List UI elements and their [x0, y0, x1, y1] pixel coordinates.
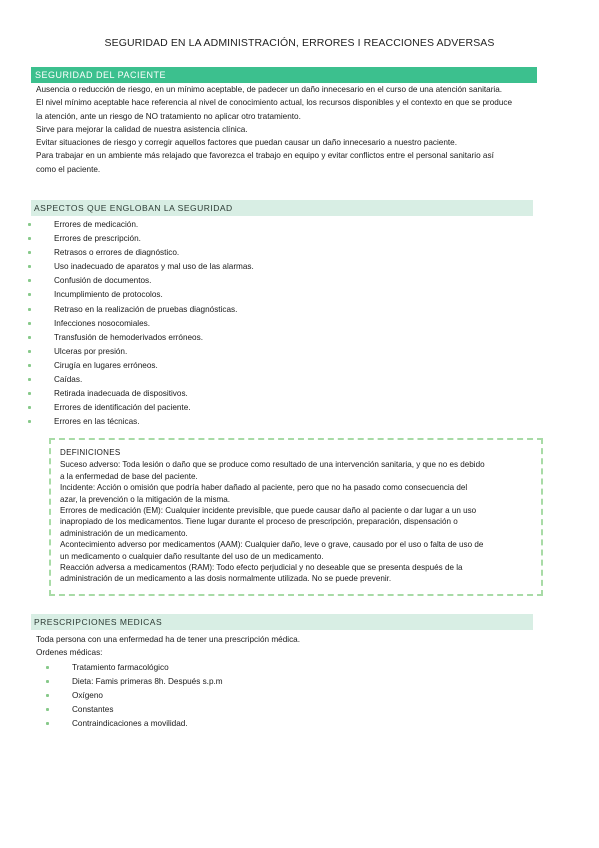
ordenes-list — [72, 661, 223, 731]
list-item-label: Uso inadecuado de aparatos y mal uso de las alarmas. — [54, 262, 254, 272]
ordenes-label: Ordenes médicas: — [36, 648, 103, 658]
list-item-label: Cirugía en lugares erróneos. — [54, 360, 158, 370]
list-item — [54, 387, 254, 401]
list-item — [54, 303, 254, 317]
list-item-label: Contraindicaciones a movilidad. — [72, 719, 188, 729]
bullet-icon — [28, 420, 31, 423]
bullet-icon — [28, 378, 31, 381]
definicion-line: un medicamento o cualquier daño resultante del uso de un medicamento. — [60, 551, 324, 561]
prescripciones-text — [36, 633, 564, 660]
list-item-label: Retirada inadecuada de dispositivos. — [54, 389, 188, 399]
bullet-icon — [28, 237, 31, 240]
list-item — [54, 373, 254, 387]
definicion-line: Suceso adverso: Toda lesión o daño que se produce como resultado de una intervención sanitaria, y que no es debido — [60, 460, 485, 470]
bullet-icon — [46, 666, 49, 669]
list-item-label: Retraso en la realización de pruebas diagnósticas. — [54, 304, 238, 314]
list-item — [54, 260, 254, 274]
list-item — [54, 232, 254, 246]
definicion-line: inapropiado de los medicamentos. Tiene lugar durante el proceso de prescripción, preparación, dispensación o — [60, 517, 458, 527]
list-item — [54, 415, 254, 429]
seguridad-line: como el paciente. — [36, 164, 101, 174]
list-item — [54, 288, 254, 302]
bullet-icon — [28, 336, 31, 339]
bullet-icon — [28, 350, 31, 353]
definicion-line: administración de un medicamento. — [60, 528, 188, 538]
seguridad-line: El nivel mínimo aceptable hace referencia al nivel de conocimiento actual, los recursos disponibles y el contexto en que se produce — [36, 98, 513, 108]
list-item — [72, 675, 223, 689]
section-header-aspectos: ASPECTOS QUE ENGLOBAN LA SEGURIDAD — [31, 200, 533, 216]
list-item-label: Confusión de documentos. — [54, 276, 152, 286]
list-item — [54, 218, 254, 232]
seguridad-line: Ausencia o reducción de riesgo, en un mínimo aceptable, de padecer un daño innecesario en el curso de una atención sanitaria. — [36, 85, 503, 94]
list-item — [54, 331, 254, 345]
list-item-label: Incumplimiento de protocolos. — [54, 290, 163, 300]
seguridad-text — [36, 83, 564, 176]
list-item-label: Errores de medicación. — [54, 220, 139, 229]
list-item-label: Infecciones nosocomiales. — [54, 318, 151, 328]
list-item — [72, 703, 223, 717]
bullet-icon — [46, 722, 49, 725]
list-item — [72, 689, 223, 703]
list-item — [54, 246, 254, 260]
list-item-label: Retrasos o errores de diagnóstico. — [54, 248, 180, 258]
list-item-label: Oxígeno — [72, 691, 103, 701]
bullet-icon — [28, 293, 31, 296]
list-item-label: Errores de prescripción. — [54, 234, 141, 244]
definicion-line: Acontecimiento adverso por medicamentos (AAM): Cualquier daño, leve o grave, causado por el uso o falta de uso de — [60, 540, 484, 550]
definicion-line: Incidente: Acción o omisión que podría haber dañado al paciente, pero que no ha pasado como consecuencia del — [60, 483, 468, 493]
seguridad-line: Para trabajar en un ambiente más relajado que favorezca el trabajo en equipo y evitar conflictos entre el personal sanitario así — [36, 151, 494, 161]
page-title: SEGURIDAD EN LA ADMINISTRACIÓN, ERRORES I REACCIONES ADVERSAS — [104, 37, 495, 49]
definicion-line: administración de un medicamento a las dosis normalmente utilizada. No se puede prevenir. — [60, 574, 392, 584]
list-item — [54, 345, 254, 359]
prescripciones-intro: Toda persona con una enfermedad ha de tener una prescripción médica. — [36, 635, 300, 644]
bullet-icon — [28, 223, 31, 226]
bullet-icon — [28, 308, 31, 311]
list-item — [54, 359, 254, 373]
list-item — [54, 274, 254, 288]
section-header-seguridad: SEGURIDAD DEL PACIENTE — [31, 67, 537, 83]
bullet-icon — [28, 364, 31, 367]
definicion-line: a la enfermedad de base del paciente. — [60, 471, 198, 481]
bullet-icon — [46, 694, 49, 697]
bullet-icon — [46, 708, 49, 711]
seguridad-line: Sirve para mejorar la calidad de nuestra asistencia clínica. — [36, 124, 248, 134]
bullet-icon — [28, 251, 31, 254]
list-item — [72, 661, 223, 675]
list-item — [54, 401, 254, 415]
list-item-label: Tratamiento farmacológico — [72, 663, 169, 672]
definiciones-box — [49, 438, 543, 596]
list-item-label: Ulceras por presión. — [54, 346, 128, 356]
bullet-icon — [28, 279, 31, 282]
definicion-line: Errores de medicación (EM): Cualquier incidente previsible, que puede causar daño al paciente o dar lugar a un uso — [60, 506, 477, 516]
list-item — [54, 317, 254, 331]
list-item-label: Dieta: Famis primeras 8h. Después s.p.m — [72, 677, 223, 687]
seguridad-line: Evitar situaciones de riesgo y corregir aquellos factores que puedan causar un daño innecesario a nuestro paciente. — [36, 138, 458, 148]
list-item-label: Caídas. — [54, 375, 83, 385]
bullet-icon — [28, 265, 31, 268]
definiciones-title: DEFINICIONES — [60, 448, 121, 457]
seguridad-line: la atención, ante un riesgo de NO tratamiento no aplicar otro tratamiento. — [36, 111, 301, 121]
list-item — [72, 717, 223, 731]
bullet-icon — [28, 322, 31, 325]
list-item-label: Transfusión de hemoderivados erróneos. — [54, 332, 203, 342]
list-item-label: Constantes — [72, 705, 114, 715]
aspectos-list — [54, 218, 254, 429]
bullet-icon — [46, 680, 49, 683]
list-item-label: Errores en las técnicas. — [54, 417, 140, 427]
bullet-icon — [28, 406, 31, 409]
section-header-prescripciones: PRESCRIPCIONES MEDICAS — [31, 614, 533, 630]
list-item-label: Errores de identificación del paciente. — [54, 403, 191, 413]
definicion-line: azar, la prevención o la mitigación de la misma. — [60, 494, 231, 504]
definicion-line: Reacción adversa a medicamentos (RAM): Todo efecto perjudicial y no deseable que se presenta después de la — [60, 563, 463, 573]
bullet-icon — [28, 392, 31, 395]
